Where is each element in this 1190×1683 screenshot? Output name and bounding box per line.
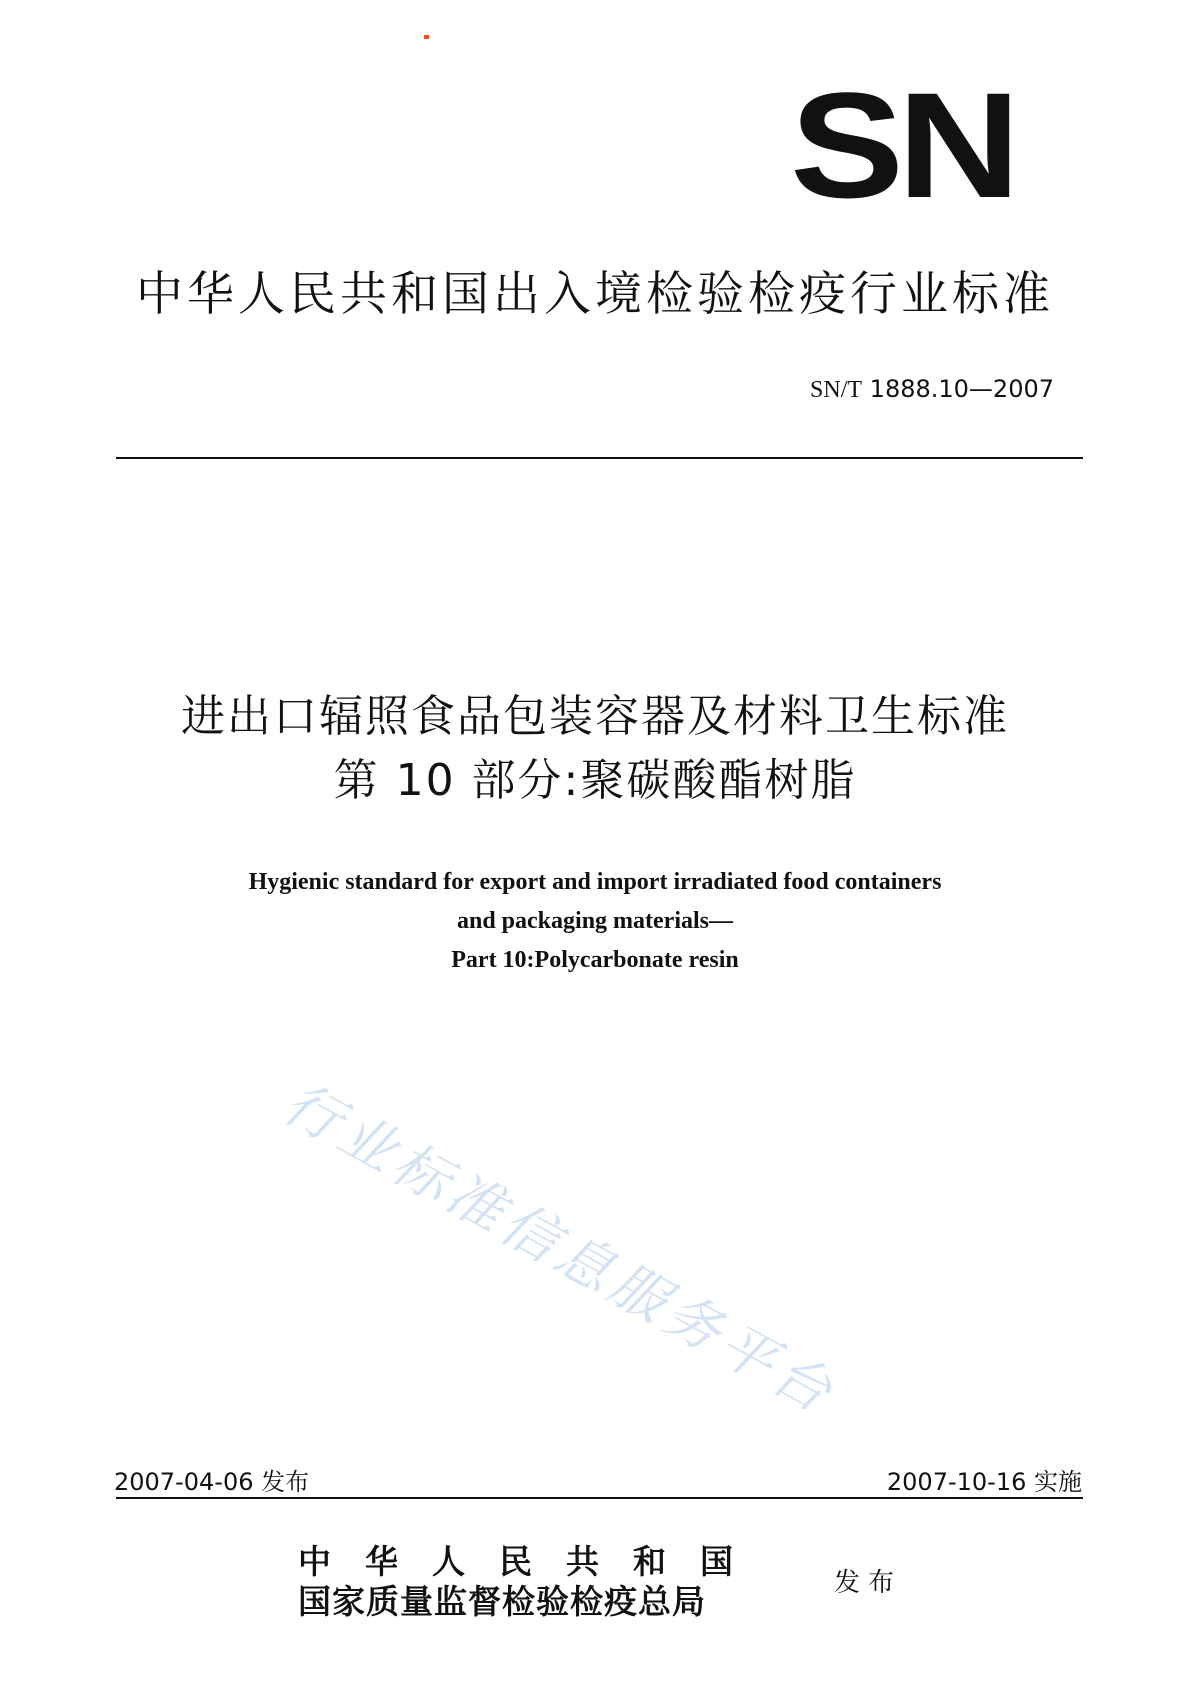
english-title-line3: Part 10:Polycarbonate resin [451, 947, 739, 973]
standard-code [810, 375, 1054, 404]
issuer-line2: 国家质量监督检验检疫总局 [298, 1582, 706, 1621]
english-title [0, 863, 1190, 980]
issue-date: 2007-04-06 发布 [114, 1468, 310, 1496]
english-title-line1: Hygienic standard for export and import irradiated food containers [248, 869, 942, 895]
sn-logo: SN [790, 61, 1014, 229]
main-title-cn [0, 685, 1190, 813]
issuer-line1: 中华人民共和国 [298, 1542, 767, 1581]
top-divider [116, 457, 1083, 459]
issuer-block [298, 1542, 767, 1622]
orange-dot-mark [424, 35, 429, 39]
standard-code-number: 1888.10—2007 [869, 375, 1054, 403]
english-title-line2: and packaging materials— [456, 908, 734, 934]
implementation-date: 2007-10-16 实施 [886, 1468, 1082, 1496]
bottom-divider [116, 1497, 1083, 1499]
standard-code-prefix: SN/T [810, 377, 863, 403]
main-title-line1: 进出口辐照食品包装容器及材料卫生标准 [181, 691, 1009, 742]
main-title-line2: 第 10 部分:聚碳酸酯树脂 [333, 755, 857, 806]
industry-standard-title: 中华人民共和国出入境检验检疫行业标准 [136, 267, 1054, 322]
issue-action: 发布 [834, 1568, 903, 1598]
watermark-text: 行业标准信息服务平台 [272, 1070, 847, 1428]
